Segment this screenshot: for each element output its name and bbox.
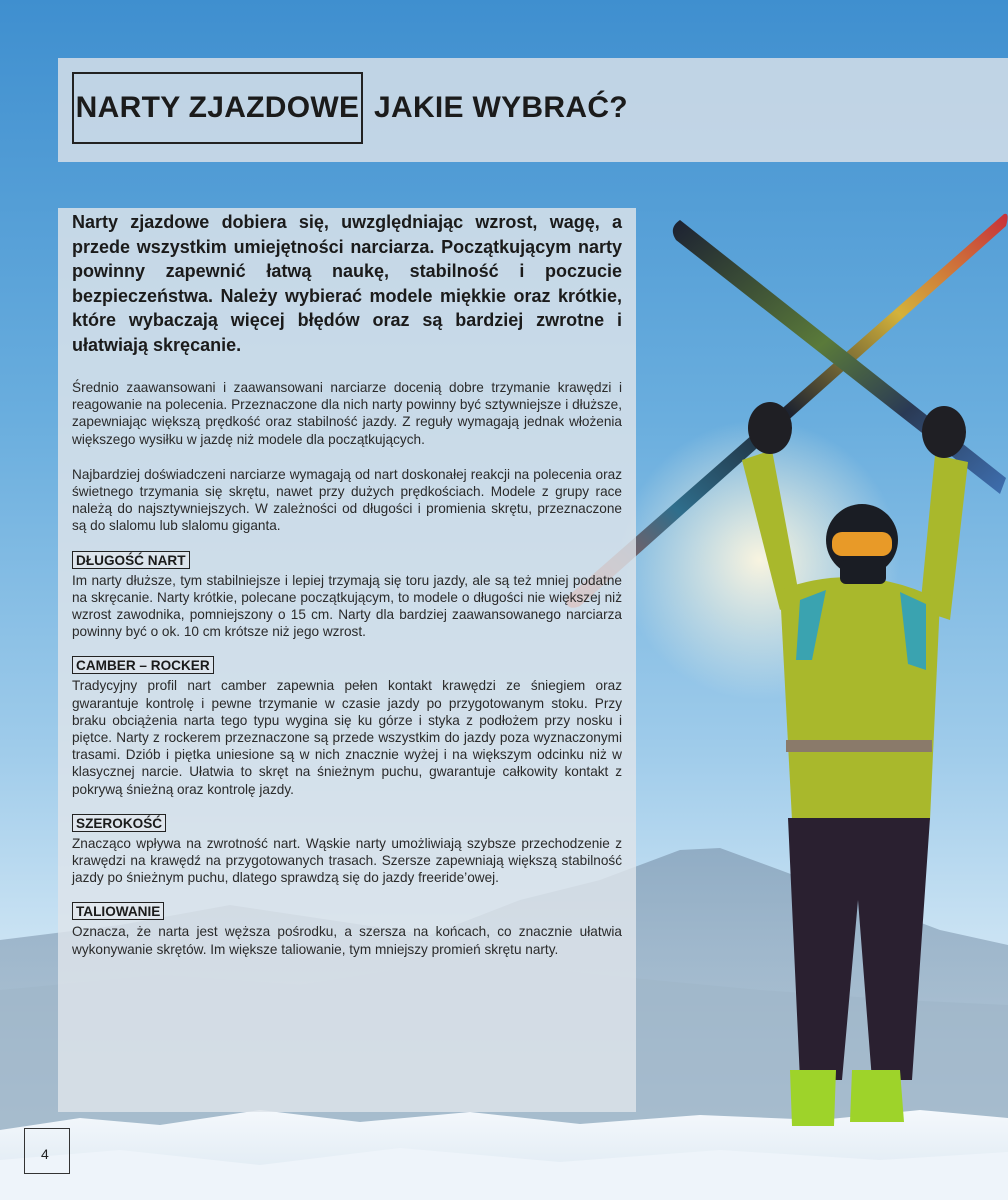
title-boxed: NARTY ZJAZDOWE	[72, 72, 363, 144]
section-heading: TALIOWANIE	[72, 902, 164, 920]
section-heading: SZEROKOŚĆ	[72, 814, 166, 832]
section-szerokosc	[72, 798, 622, 887]
page-number: 4	[24, 1128, 70, 1174]
section-heading: CAMBER – ROCKER	[72, 656, 214, 674]
paragraph: Średnio zaawansowani i zaawansowani narciarze docenią dobre trzymanie krawędzi i reagowanie na polecenia. Przeznaczone dla nich narty powinny być sztywniejsze i dłuższe, zapewniając większą prędkość oraz stabilność jazdy. Z reguły wymagają jednak włożenia większego wysiłku w jazdę niż modele dla początkujących.	[72, 380, 622, 447]
section-camber-rocker	[72, 640, 622, 797]
section-text: Oznacza, że narta jest węższa pośrodku, a szersza na końcach, co znacznie ułatwia wykonywanie skrętów. Im większe taliowanie, tym mniejszy promień skrętu narty.	[72, 924, 622, 957]
section-text: Tradycyjny profil nart camber zapewnia pełen kontakt krawędzi ze śniegiem oraz gwarantuje kontrolę i pewne trzymanie w czasie jazdy po przygotowanym stoku. Przy braku obciążenia narta tego typu wygina się ku górze i styka z podłożem przy nosku i piętce. Narty z rockerem przeznaczone są przede wszystkim do jazdy poza wyznaczonymi trasami. Dziób i piętka uniesione są w nich znacznie wyżej i na większym odcinku niż w klasycznej narcie. Ułatwia to skręt na śnieżnym puchu, gwarantuje całkowity kontakt z pokrywą śnieżną oraz kontrolę jazdy.	[72, 678, 622, 797]
section-taliowanie	[72, 886, 622, 957]
title-rest: JAKIE WYBRAĆ?	[374, 91, 628, 124]
lead-paragraph: Narty zjazdowe dobiera się, uwzględniając wzrost, wagę, a przede wszystkim umiejętności narciarza. Początkującym narty powinny zapewnić łatwą naukę, stabilność i poczucie bezpieczeństwa. Należy wybierać modele miękkie oraz krótkie, które wybaczają więcej błędów oraz są bardziej zwrotne i ułatwiają skręcanie.	[72, 212, 622, 355]
section-heading: DŁUGOŚĆ NART	[72, 551, 190, 569]
section-text: Znacząco wpływa na zwrotność nart. Wąskie narty umożliwiają szybsze przechodzenie z krawędzi na krawędź na przygotowanych trasach. Szersze zapewniają większą stabilność jazdy po śnieżnym puchu, dlatego sprawdzą się do jazdy freeride’owej.	[72, 835, 622, 886]
section-dlugosc	[72, 535, 622, 641]
section-text: Im narty dłuższe, tym stabilniejsze i lepiej trzymają się toru jazdy, ale są też mniej podatne na skręcanie. Narty krótkie, polecane początkującym, to modele o długości nie większej niż wzrost zawodnika, pomniejszony o 15 cm. Narty dla bardziej zaawansowanego narciarza powinny być o ok. 10 cm krótsze niż jego wzrost.	[72, 572, 622, 640]
paragraph: Najbardziej doświadczeni narciarze wymagają od nart doskonałej reakcji na polecenia oraz świetnego trzymania się skrętu, nawet przy dużych prędkościach. Modele z grupy race należą do najsztywniejszych. W zależności od długości i promienia skrętu, przeznaczone są do slalomu lub slalomu giganta.	[72, 466, 622, 534]
article-content	[72, 210, 622, 958]
